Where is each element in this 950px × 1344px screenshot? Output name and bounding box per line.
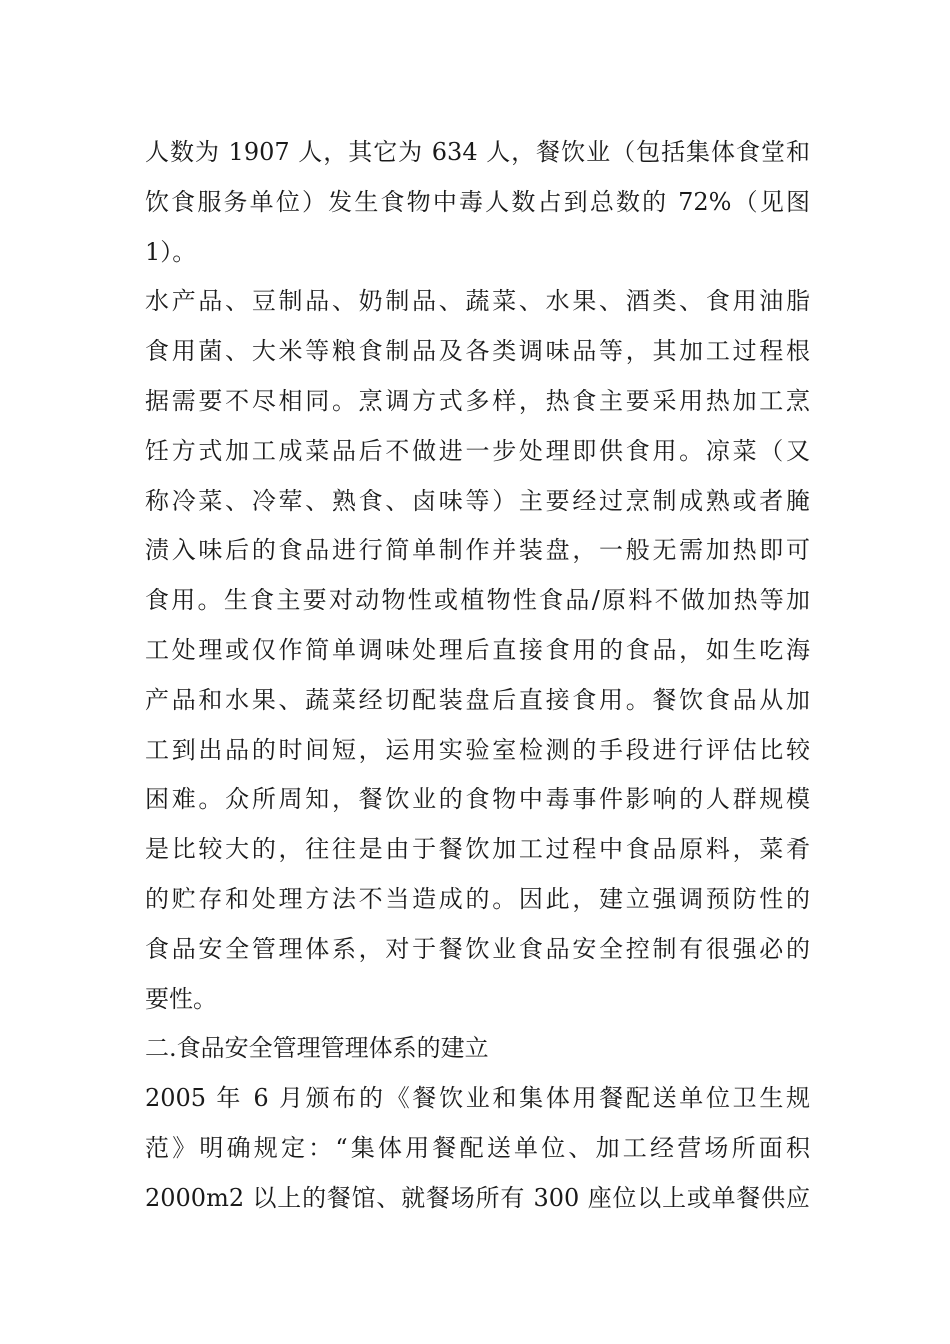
text-line: 产品和水果、蔬菜经切配装盘后直接食用。餐饮食品从加 [145, 685, 810, 714]
text-line: 1）。 [145, 237, 197, 266]
text-line: 食用菌、大米等粮食制品及各类调味品等，其加工过程根 [145, 337, 810, 366]
text-line: 据需要不尽相同。烹调方式多样，热食主要采用热加工烹 [145, 386, 810, 415]
text-line: 工处理或仅作简单调味处理后直接食用的食品，如生吃海 [145, 635, 810, 664]
text-line: 食用。生食主要对动物性或植物性食品/原料不做加热等加 [145, 586, 810, 615]
text-line: 称冷菜、冷荤、熟食、卤味等）主要经过烹制成熟或者腌 [145, 486, 810, 515]
text-line: 2000m2 以上的餐馆、就餐场所有 300 座位以上或单餐供应 [145, 1183, 810, 1212]
text-line: 工到出品的时间短，运用实验室检测的手段进行评估比较 [145, 735, 810, 764]
text-line: 要性。 [145, 984, 217, 1013]
text-line: 2005 年 6 月颁布的《餐饮业和集体用餐配送单位卫生规 [145, 1084, 810, 1113]
text-line: 水产品、豆制品、奶制品、蔬菜、水果、酒类、食用油脂 [145, 287, 810, 316]
text-line: 范》明确规定：“集体用餐配送单位、加工经营场所面积 [145, 1133, 810, 1162]
text-line: 饮食服务单位）发生食物中毒人数占到总数的 72%（见图 [145, 187, 810, 216]
text-line: 是比较大的，往往是由于餐饮加工过程中食品原料，菜肴 [145, 835, 810, 864]
text-line: 的贮存和处理方法不当造成的。因此，建立强调预防性的 [145, 884, 810, 913]
text-line: 人数为 1907 人，其它为 634 人，餐饮业（包括集体食堂和 [145, 138, 810, 166]
text-line: 困难。众所周知，餐饮业的食物中毒事件影响的人群规模 [145, 785, 810, 814]
text-line: 饪方式加工成菜品后不做进一步处理即供食用。凉菜（又 [145, 436, 810, 465]
text-line: 食品安全管理体系，对于餐饮业食品安全控制有很强必的 [145, 934, 810, 963]
body-text [145, 128, 810, 1224]
text-line: 渍入味后的食品进行简单制作并装盘，一般无需加热即可 [145, 536, 810, 565]
section-heading: 二.食品安全管理管理体系的建立 [145, 1034, 489, 1063]
